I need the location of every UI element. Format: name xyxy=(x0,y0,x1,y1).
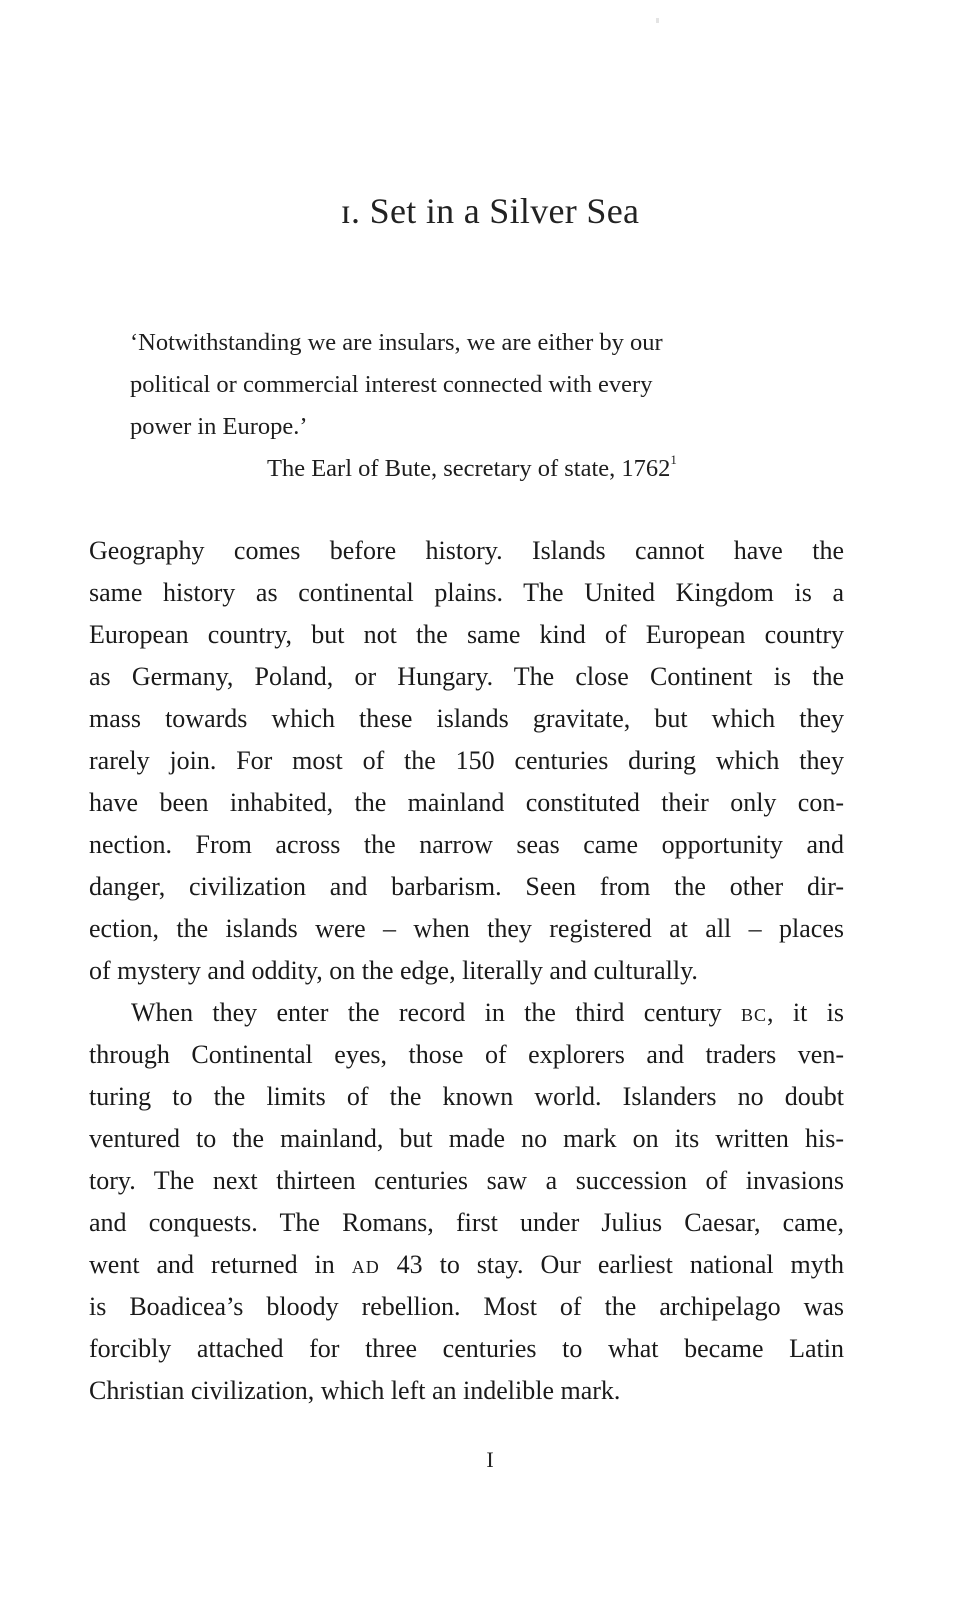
body-line: turing to the limits of the known world. Islanders no doubt xyxy=(89,1082,844,1111)
footnote-marker[interactable]: 1 xyxy=(670,452,677,467)
era-abbreviation: AD xyxy=(351,1257,380,1277)
epigraph xyxy=(130,322,780,490)
body-line: When they enter the record in the third century BC, it is xyxy=(131,998,844,1027)
body-line: tory. The next thirteen centuries saw a succession of invasions xyxy=(89,1166,844,1195)
body-line: same history as continental plains. The United Kingdom is a xyxy=(89,578,844,607)
body-line: Christian civilization, which left an indelible mark. xyxy=(89,1376,621,1405)
epigraph-attribution xyxy=(130,448,780,490)
body-line: mass towards which these islands gravitate, but which they xyxy=(89,704,844,733)
attribution-text: The Earl of Bute, secretary of state, 1762 xyxy=(267,455,671,482)
body-line: forcibly attached for three centuries to what became Latin xyxy=(89,1334,844,1363)
scan-artifact xyxy=(656,18,659,23)
body-line: European country, but not the same kind of European country xyxy=(89,620,844,649)
body-line: nection. From across the narrow seas came opportunity and xyxy=(89,830,844,859)
epigraph-line: political or commercial interest connected with every xyxy=(130,371,653,398)
chapter-heading: ɪ. Set in a Silver Sea xyxy=(340,191,640,231)
body-line: danger, civilization and barbarism. Seen from the other dir- xyxy=(89,872,844,901)
body-line: have been inhabited, the mainland constituted their only con- xyxy=(89,788,844,817)
body-line: and conquests. The Romans, first under Julius Caesar, came, xyxy=(89,1208,844,1237)
body-line: of mystery and oddity, on the edge, literally and culturally. xyxy=(89,956,698,985)
body-line: through Continental eyes, those of explorers and traders ven- xyxy=(89,1040,844,1069)
epigraph-line: ‘Notwithstanding we are insulars, we are either by our xyxy=(130,329,663,356)
body-line: went and returned in AD 43 to stay. Our earliest national myth xyxy=(89,1250,844,1279)
body-text xyxy=(89,530,844,1412)
body-line: ventured to the mainland, but made no mark on its written his- xyxy=(89,1124,844,1153)
body-line: is Boadicea’s bloody rebellion. Most of the archipelago was xyxy=(89,1292,844,1321)
page-number: I xyxy=(486,1447,494,1472)
body-line: as Germany, Poland, or Hungary. The close Continent is the xyxy=(89,662,844,691)
chapter-title xyxy=(0,190,980,232)
era-abbreviation: BC xyxy=(741,1005,768,1025)
body-line: Geography comes before history. Islands cannot have the xyxy=(89,536,844,565)
body-line: ection, the islands were – when they registered at all – places xyxy=(89,914,844,943)
body-line: rarely join. For most of the 150 centuries during which they xyxy=(89,746,844,775)
epigraph-line: power in Europe.’ xyxy=(130,413,308,440)
